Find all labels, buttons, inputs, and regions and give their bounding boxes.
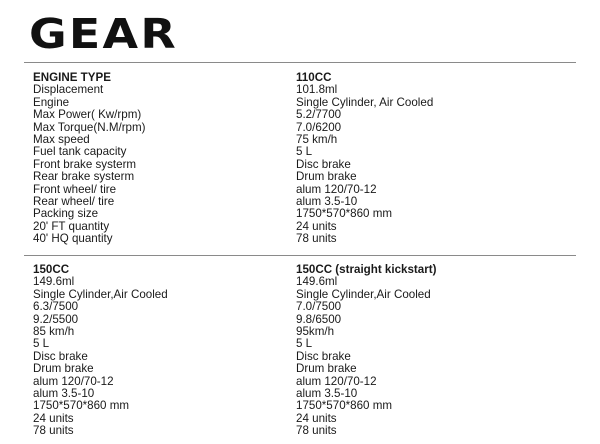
spec-value: 7.0/7500 xyxy=(296,300,342,314)
spec-value: 78 units xyxy=(296,232,337,246)
label-40hq-quantity: 40' HQ quantity xyxy=(33,232,113,246)
model-heading: 110CC xyxy=(296,71,332,84)
label-fuel-tank: Fuel tank capacity xyxy=(33,145,127,159)
label-front-wheel: Front wheel/ tire xyxy=(33,182,117,196)
middle-divider xyxy=(24,255,576,256)
spec-value: Single Cylinder,Air Cooled xyxy=(33,287,168,301)
spec-value: 1750*570*860 mm xyxy=(296,207,393,221)
spec-value: 78 units xyxy=(296,424,337,438)
label-max-torque: Max Torque(N.M/rpm) xyxy=(33,120,146,134)
spec-value: 85 km/h xyxy=(33,324,75,338)
spec-value: alum 3.5-10 xyxy=(296,386,358,400)
spec-value: 24 units xyxy=(296,219,337,233)
spec-value: Drum brake xyxy=(296,170,357,184)
label-displacement: Displacement xyxy=(33,83,104,97)
top-divider xyxy=(24,62,576,63)
model-heading: 150CC (straight kickstart) xyxy=(296,263,437,276)
label-rear-brake: Rear brake systerm xyxy=(33,170,135,184)
label-max-speed: Max speed xyxy=(33,132,90,146)
spec-value: alum 3.5-10 xyxy=(296,194,358,208)
spec-value: 5 L xyxy=(296,145,313,159)
spec-value: Single Cylinder,Air Cooled xyxy=(296,287,431,301)
label-front-brake: Front brake systerm xyxy=(33,157,137,171)
spec-value: 1750*570*860 mm xyxy=(296,399,393,413)
spec-value: 6.3/7500 xyxy=(33,300,79,314)
spec-value: Single Cylinder, Air Cooled xyxy=(296,95,434,109)
model-column-150cc-kickstart xyxy=(296,264,436,437)
page-title: GEAR xyxy=(29,10,178,58)
label-rear-wheel: Rear wheel/ tire xyxy=(33,194,115,208)
spec-value: 149.6ml xyxy=(296,275,338,289)
spec-value: Drum brake xyxy=(33,362,94,376)
spec-value: 95km/h xyxy=(296,324,335,338)
spec-value: alum 3.5-10 xyxy=(33,386,95,400)
spec-labels-column xyxy=(33,72,146,245)
spec-value: 1750*570*860 mm xyxy=(33,399,130,413)
spec-value: Disc brake xyxy=(33,349,88,363)
spec-value: 9.8/6500 xyxy=(296,312,342,326)
label-max-power: Max Power( Kw/rpm) xyxy=(33,108,142,122)
engine-type-heading: ENGINE TYPE xyxy=(33,71,111,84)
model-column-110cc xyxy=(296,72,433,245)
spec-value: 5 L xyxy=(296,337,313,351)
spec-value: 75 km/h xyxy=(296,132,338,146)
spec-value: 9.2/5500 xyxy=(33,312,79,326)
model-heading: 150CC xyxy=(33,263,70,276)
spec-value: alum 120/70-12 xyxy=(296,182,377,196)
spec-value: 24 units xyxy=(33,411,74,425)
spec-value: 7.0/6200 xyxy=(296,120,342,134)
spec-value: 24 units xyxy=(296,411,337,425)
spec-value: alum 120/70-12 xyxy=(33,374,114,388)
label-engine: Engine xyxy=(33,95,70,109)
spec-value: Disc brake xyxy=(296,349,351,363)
spec-value: 101.8ml xyxy=(296,83,338,97)
spec-value: alum 120/70-12 xyxy=(296,374,377,388)
spec-value: Drum brake xyxy=(296,362,357,376)
label-packing-size: Packing size xyxy=(33,207,99,221)
spec-value: Disc brake xyxy=(296,157,351,171)
label-20ft-quantity: 20' FT quantity xyxy=(33,219,110,233)
spec-value: 5.2/7700 xyxy=(296,108,342,122)
model-column-150cc xyxy=(33,264,168,437)
spec-value: 149.6ml xyxy=(33,275,75,289)
spec-value: 78 units xyxy=(33,424,74,438)
spec-value: 5 L xyxy=(33,337,50,351)
